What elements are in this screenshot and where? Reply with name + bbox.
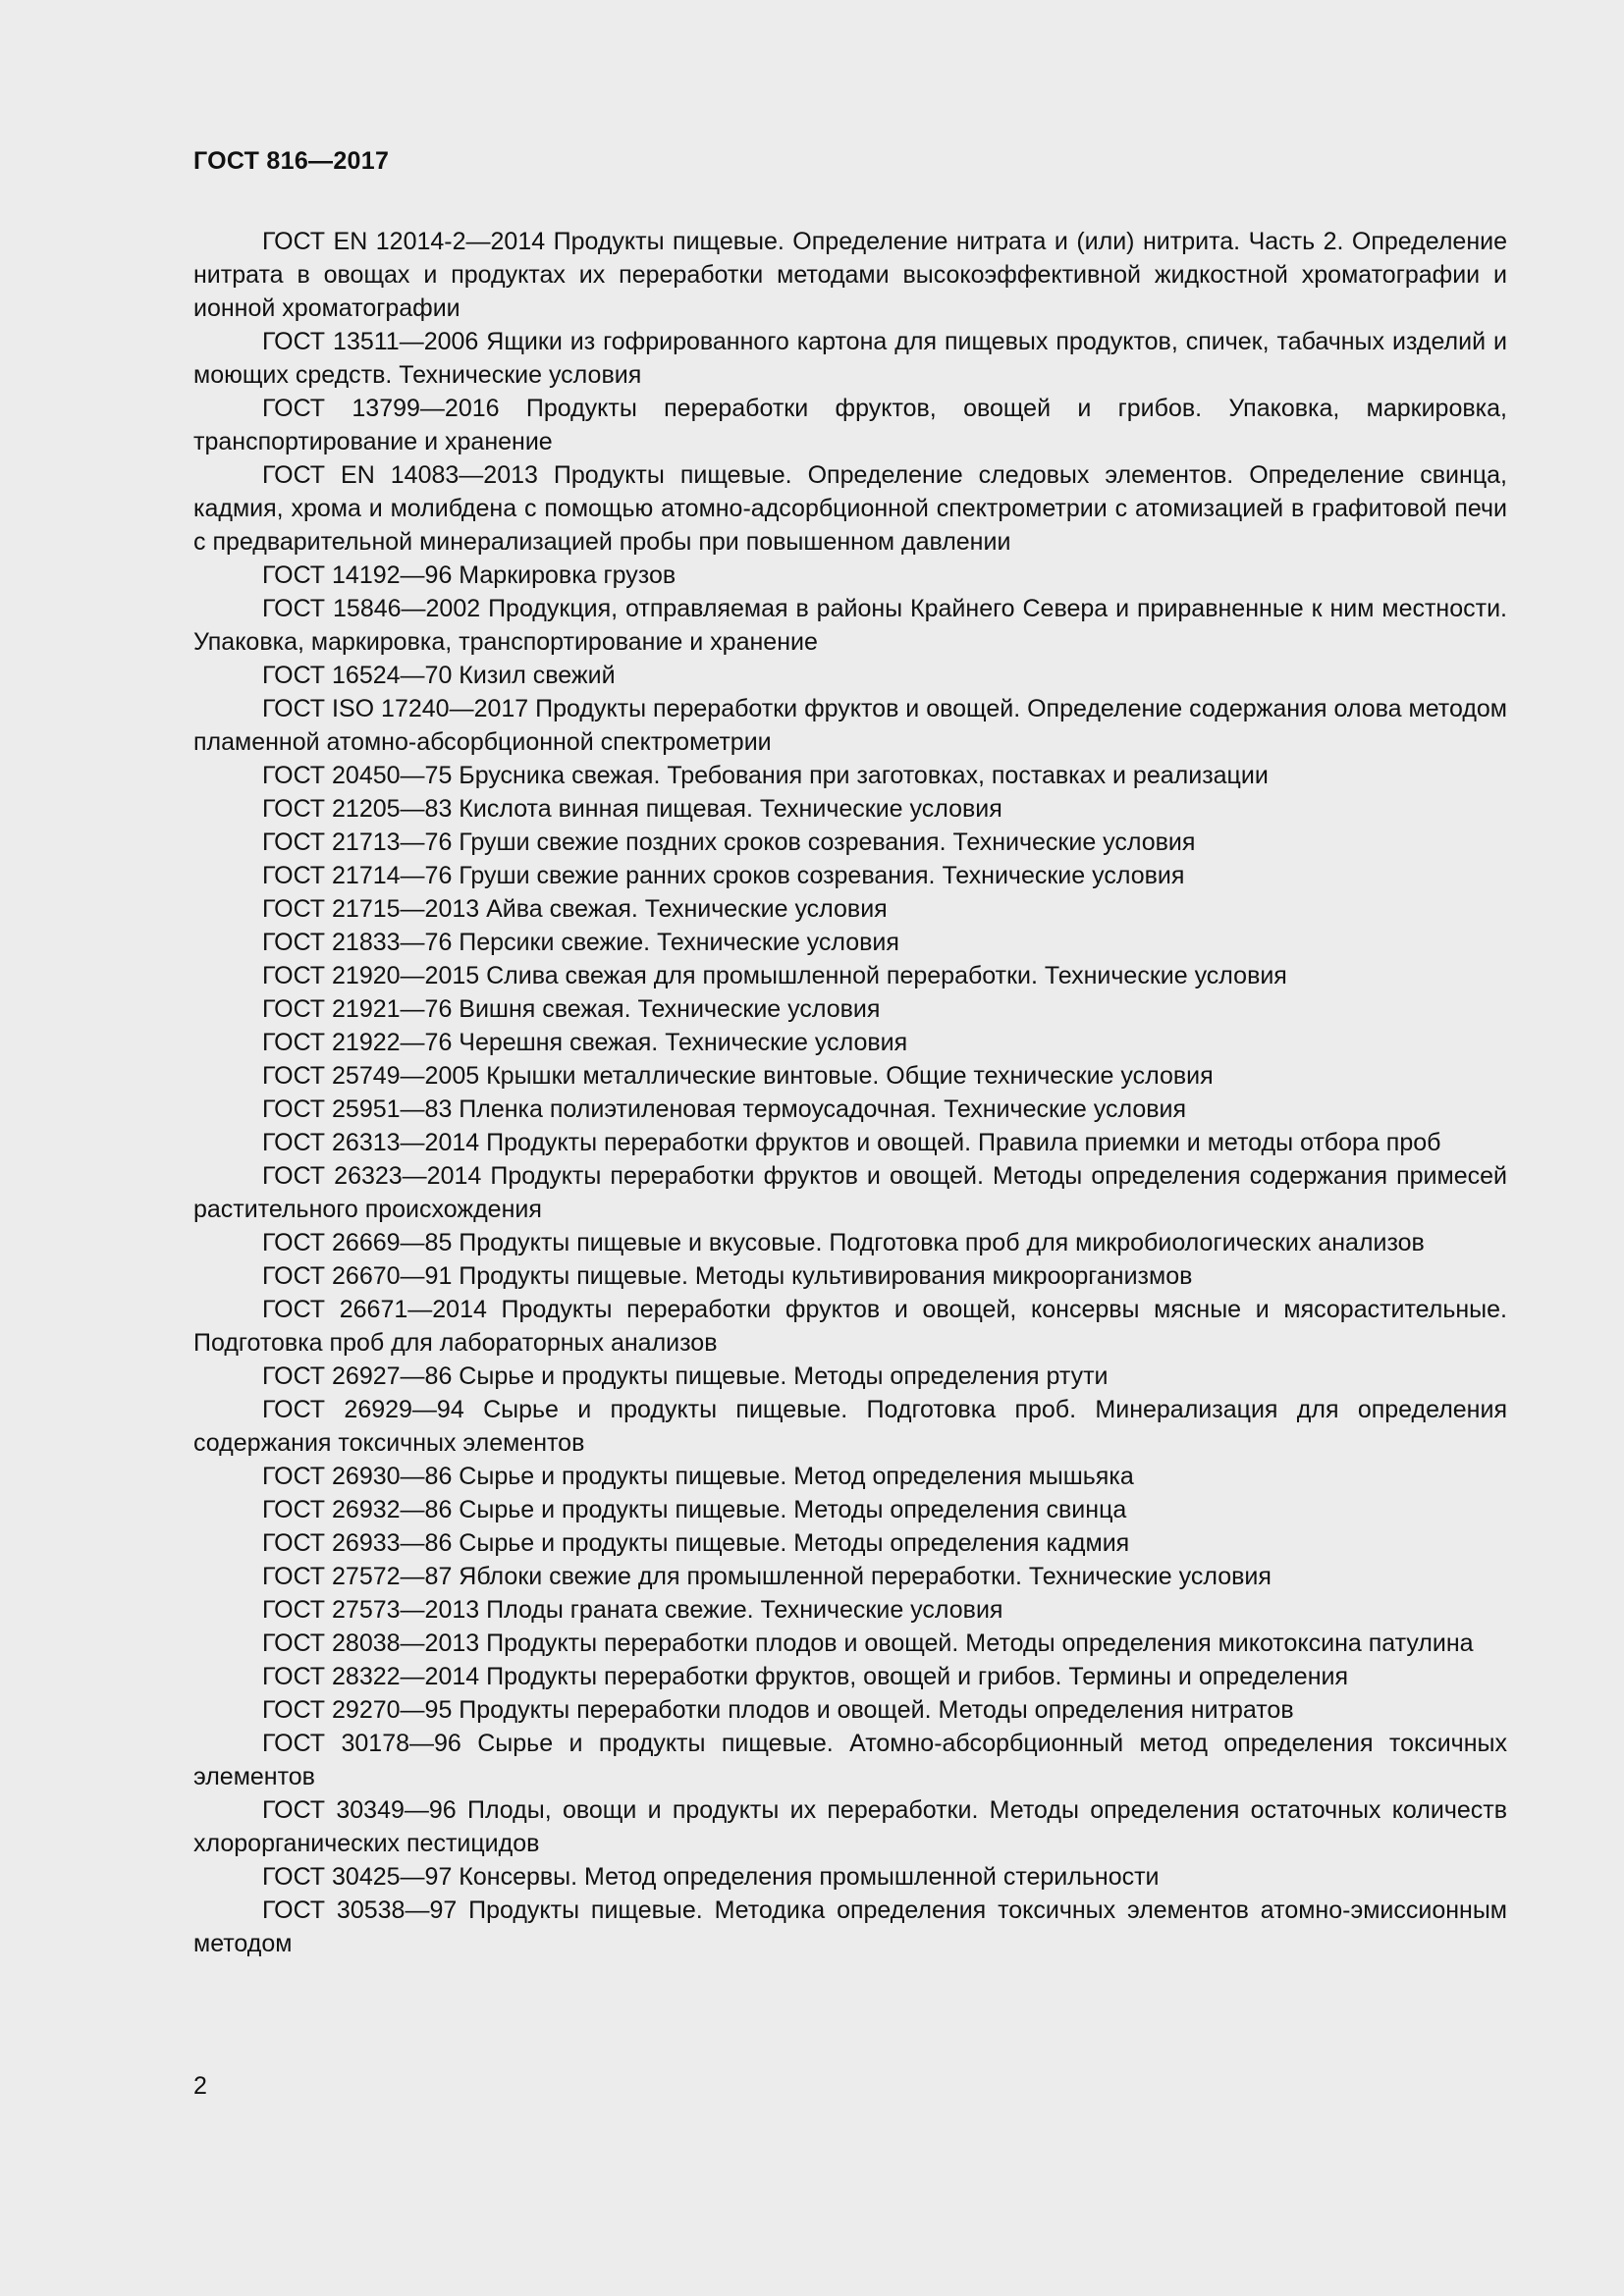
reference-item: ГОСТ 21920—2015 Слива свежая для промышленной переработки. Технические условия — [262, 962, 1287, 989]
reference-item: ГОСТ 26670—91 Продукты пищевые. Методы культивирования микроорганизмов — [262, 1262, 1193, 1290]
reference-item: ГОСТ 26932—86 Сырье и продукты пищевые. Методы определения свинца — [262, 1496, 1127, 1523]
reference-item: ГОСТ 21921—76 Вишня свежая. Технические условия — [262, 995, 881, 1023]
reference-item: ГОСТ 26669—85 Продукты пищевые и вкусовые. Подготовка проб для микробиологических анализов — [262, 1229, 1425, 1256]
reference-item: ГОСТ EN 14083—2013 Продукты пищевые. Определение следовых элементов. Определение свинца, кадмия, хрома и молибдена с помощью атомно-адсорбционной спектрометрии с атомизацией в графитовой печи с предварительной минерализацией пробы при повышенном давлении — [193, 461, 1507, 556]
reference-item: ГОСТ 26929—94 Сырье и продукты пищевые. Подготовка проб. Минерализация для определения содержания токсичных элементов — [193, 1396, 1507, 1457]
reference-item: ГОСТ EN 12014-2—2014 Продукты пищевые. Определение нитрата и (или) нитрита. Часть 2. Определение нитрата в овощах и продуктах их переработки методами высокоэффективной жидкостной хроматографии и ионной хроматографии — [193, 228, 1507, 322]
reference-item: ГОСТ 27573—2013 Плоды граната свежие. Технические условия — [262, 1596, 1003, 1624]
reference-item: ГОСТ 26313—2014 Продукты переработки фруктов и овощей. Правила приемки и методы отбора проб — [262, 1129, 1441, 1156]
normative-references-list — [193, 225, 1507, 1960]
reference-item: ГОСТ 20450—75 Брусника свежая. Требования при заготовках, поставках и реализации — [262, 762, 1269, 789]
reference-item: ГОСТ 26927—86 Сырье и продукты пищевые. Методы определения ртути — [262, 1362, 1109, 1390]
reference-item: ГОСТ 28322—2014 Продукты переработки фруктов, овощей и грибов. Термины и определения — [262, 1663, 1349, 1690]
reference-item: ГОСТ 21715—2013 Айва свежая. Технические условия — [262, 895, 888, 923]
reference-item: ГОСТ 21922—76 Черешня свежая. Технические условия — [262, 1029, 908, 1056]
reference-item: ГОСТ 21714—76 Груши свежие ранних сроков созревания. Технические условия — [262, 862, 1185, 889]
reference-item: ГОСТ 30178—96 Сырье и продукты пищевые. Атомно-абсорбционный метод определения токсичных элементов — [193, 1730, 1507, 1790]
reference-item: ГОСТ 14192—96 Маркировка грузов — [262, 561, 677, 589]
document-header: ГОСТ 816—2017 — [193, 147, 390, 175]
reference-item: ГОСТ 21713—76 Груши свежие поздних сроков созревания. Технические условия — [262, 828, 1196, 856]
reference-item: ГОСТ 21833—76 Персики свежие. Технические условия — [262, 929, 899, 956]
reference-item: ГОСТ 15846—2002 Продукция, отправляемая в районы Крайнего Севера и приравненные к ним местности. Упаковка, маркировка, транспортирование и хранение — [193, 595, 1507, 656]
reference-item: ГОСТ 26671—2014 Продукты переработки фруктов и овощей, консервы мясные и мясорастительные. Подготовка проб для лабораторных анализов — [193, 1296, 1507, 1357]
reference-item: ГОСТ 13511—2006 Ящики из гофрированного картона для пищевых продуктов, спичек, табачных изделий и моющих средств. Технические условия — [193, 328, 1507, 389]
reference-item: ГОСТ 26930—86 Сырье и продукты пищевые. Метод определения мышьяка — [262, 1463, 1134, 1490]
reference-item: ГОСТ 27572—87 Яблоки свежие для промышленной переработки. Технические условия — [262, 1563, 1272, 1590]
reference-item: ГОСТ 30349—96 Плоды, овощи и продукты их переработки. Методы определения остаточных количеств хлорорганических пестицидов — [193, 1796, 1507, 1857]
reference-item: ГОСТ 21205—83 Кислота винная пищевая. Технические условия — [262, 795, 1002, 823]
reference-item: ГОСТ 30538—97 Продукты пищевые. Методика определения токсичных элементов атомно-эмиссионным методом — [193, 1896, 1507, 1957]
reference-item: ГОСТ 25951—83 Пленка полиэтиленовая термоусадочная. Технические условия — [262, 1095, 1187, 1123]
reference-item: ГОСТ 26933—86 Сырье и продукты пищевые. Методы определения кадмия — [262, 1529, 1130, 1557]
reference-item: ГОСТ 13799—2016 Продукты переработки фруктов, овощей и грибов. Упаковка, маркировка, транспортирование и хранение — [193, 395, 1507, 455]
reference-item: ГОСТ 30425—97 Консервы. Метод определения промышленной стерильности — [262, 1863, 1160, 1891]
reference-item: ГОСТ 28038—2013 Продукты переработки плодов и овощей. Методы определения микотоксина патулина — [262, 1629, 1474, 1657]
reference-item: ГОСТ 29270—95 Продукты переработки плодов и овощей. Методы определения нитратов — [262, 1696, 1294, 1724]
reference-item: ГОСТ 25749—2005 Крышки металлические винтовые. Общие технические условия — [262, 1062, 1214, 1090]
reference-item: ГОСТ 26323—2014 Продукты переработки фруктов и овощей. Методы определения содержания примесей растительного происхождения — [193, 1162, 1507, 1223]
reference-item: ГОСТ ISO 17240—2017 Продукты переработки фруктов и овощей. Определение содержания олова методом пламенной атомно-абсорбционной спектрометрии — [193, 695, 1507, 756]
page-number: 2 — [193, 2072, 207, 2100]
reference-item: ГОСТ 16524—70 Кизил свежий — [262, 662, 616, 689]
